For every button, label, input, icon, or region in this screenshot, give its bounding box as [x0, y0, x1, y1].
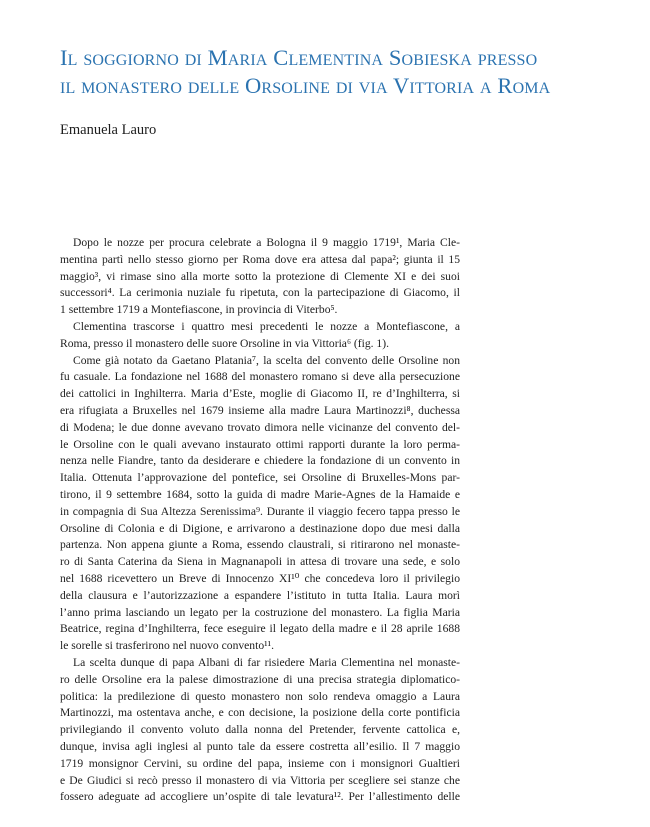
article-title: [60, 44, 620, 100]
text-line: le Orsoline con le quali avevano instaurato ottimi rapporti durante la loro perma-: [60, 437, 460, 451]
body-paragraph: [60, 353, 460, 655]
title-line: il monastero delle Orsoline di via Vittoria a Roma: [60, 73, 551, 98]
text-line: e De Giudici si recò presso il monastero di via Vittoria per scegliere sei stanze che: [60, 773, 460, 787]
title-line: Il soggiorno di Maria Clementina Sobieska presso: [60, 45, 538, 70]
text-line: Martinozzi, ma ostentava anche, e con decisione, la posizione della corte pontificia: [60, 706, 460, 720]
text-line: fossero adeguate ad accogliere un’ospite di tale levatura¹². Per l’allestimento delle: [60, 790, 460, 804]
text-line: partenza. Non appena giunte a Roma, essendo claustrali, si ritirarono nel monaste-: [60, 538, 460, 552]
text-line: privilegiando il convento voluto dalla nonna del Pretender, fervente cattolica e,: [60, 723, 460, 737]
text-line: le sorelle si trasferirono nel nuovo convento¹¹.: [60, 639, 274, 653]
text-line: ro delle Orsoline era la palese dimostrazione di una precisa strategia diplomatico-: [60, 672, 460, 686]
text-line: Clementina trascorse i quattro mesi precedenti le nozze a Montefiascone, a: [73, 319, 460, 333]
text-line: era rifugiata a Bruxelles nel 1679 insieme alla madre Laura Martinozzi⁸, duchessa: [60, 403, 460, 417]
text-line: in compagnia di Sua Altezza Serenissima⁹. Durante il viaggio fecero tappa presso le: [60, 504, 460, 518]
text-line: fu casuale. La fondazione nel 1688 del monastero romano si deve alla persecuzione: [60, 370, 460, 384]
text-line: mentina partì nello stesso giorno per Roma dove era attesa dal papa²; giunta il 15: [60, 252, 460, 266]
text-line: Beatrice, regina d’Inghilterra, fece eseguire il legato della madre e il 28 aprile 1688: [60, 622, 460, 636]
text-line: maggio³, vi rimase sino alla morte sotto la protezione di Clemente XI e dei suoi: [60, 269, 460, 283]
text-line: dunque, invisa agli inglesi al punto tale da essere costretta all’esilio. Il 7 maggio: [60, 739, 460, 753]
text-line: La scelta dunque di papa Albani di far risiedere Maria Clementina nel monaste-: [73, 655, 460, 669]
text-line: di Modena; le due donne avevano trovato dimora nelle vicinanze del convento del-: [60, 420, 460, 434]
body-paragraph: [60, 235, 460, 319]
text-line: 1 settembre 1719 a Montefiascone, in provincia di Viterbo⁵.: [60, 303, 338, 317]
text-line: nel 1688 ricevettero un Breve di Innocenzo XI¹⁰ che concedeva loro il privilegio: [60, 571, 460, 585]
text-line: Italia. Ottenuta l’approvazione del pontefice, sei Orsoline di Bruxelles-Mons par-: [60, 471, 460, 485]
body-paragraph: [60, 319, 460, 353]
text-line: 1719 monsignor Cervini, su ordine del papa, insieme con i monsignori Gualtieri: [60, 756, 460, 770]
text-line: ro di Santa Caterina da Siena in Magnanapoli in attesa di trovare una sede, e solo: [60, 555, 460, 569]
author-name: Emanuela Lauro: [60, 122, 157, 138]
body-paragraph: [60, 655, 460, 806]
text-line: successori⁴. La cerimonia nuziale fu ripetuta, con la partecipazione di Giacomo, il: [60, 286, 460, 300]
text-line: l’anno prima lasciando un legato per la costruzione del monastero. La figlia Maria: [60, 605, 460, 619]
text-line: della clausura e l’autorizzazione a espandere l’istituto in tutta Italia. Laura morì: [60, 588, 460, 602]
text-line: dei cattolici in Inghilterra. Maria d’Este, moglie di Giacomo II, re d’Inghilterra, si: [60, 387, 460, 401]
text-line: nenza nelle Fiandre, tanto da desiderare e chiedere la fondazione di un convento in: [60, 454, 460, 468]
text-line: Come già notato da Gaetano Platania⁷, la scelta del convento delle Orsoline non: [73, 353, 460, 367]
text-line: politica: la predilezione di questo monastero non solo rendeva omaggio a Laura: [60, 689, 460, 703]
text-line: tirono, il 9 settembre 1684, sotto la guida di madre Marie-Agnes de la Hamaide e: [60, 487, 460, 501]
text-line: Orsoline di Colonia e di Digione, e arrivarono a destinazione dopo due mesi dalla: [60, 521, 460, 535]
text-line: Roma, presso il monastero delle suore Orsoline in via Vittoria⁶ (fig. 1).: [60, 336, 389, 350]
article-body: [60, 235, 460, 806]
text-line: Dopo le nozze per procura celebrate a Bologna il 9 maggio 1719¹, Maria Cle-: [73, 236, 460, 249]
